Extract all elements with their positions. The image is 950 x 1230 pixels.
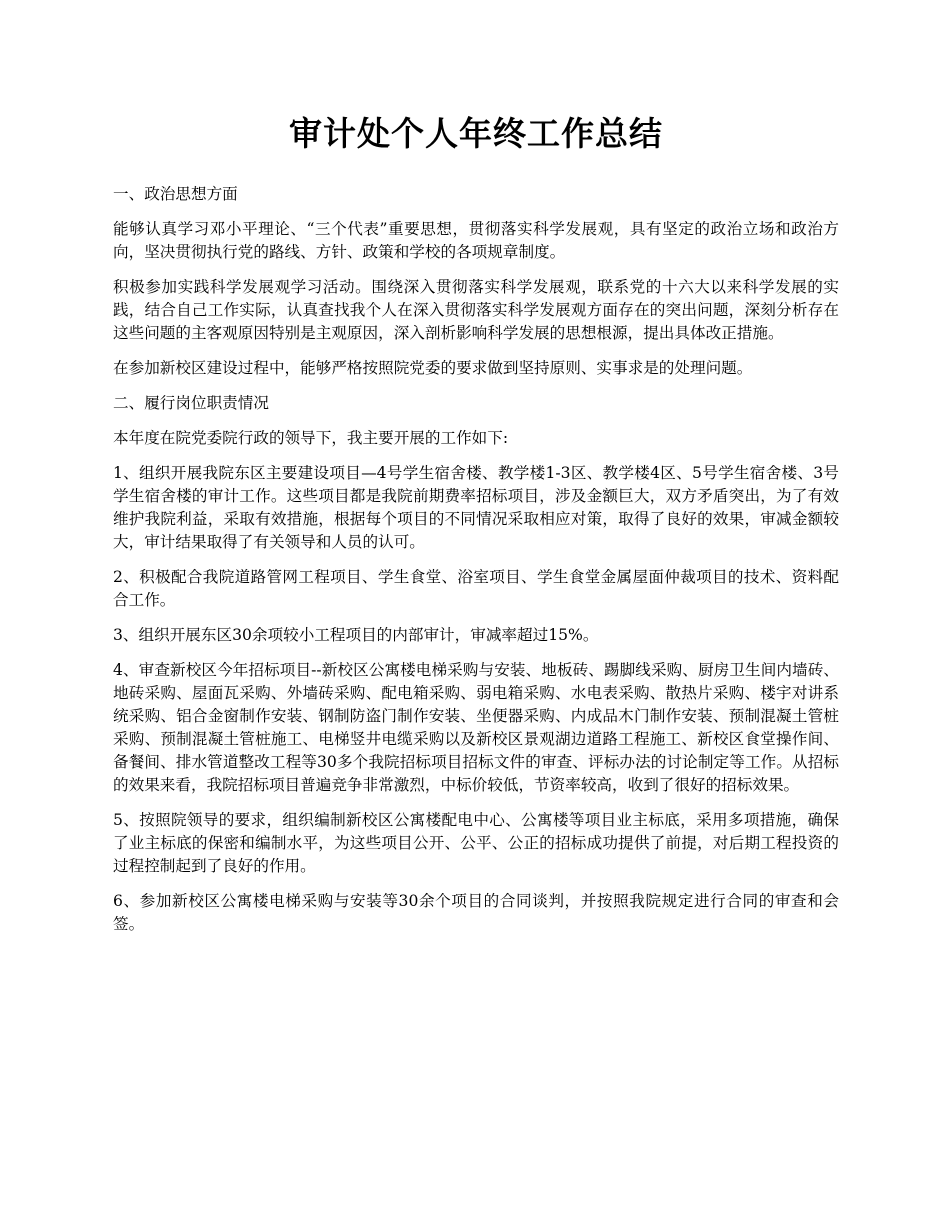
list-item: 6、参加新校区公寓楼电梯采购与安装等30余个项目的合同谈判，并按照我院规定进行合同的审查和会签。	[113, 892, 839, 933]
paragraph: 在参加新校区建设过程中，能够严格按照院党委的要求做到坚持原则、实事求是的处理问题。	[113, 359, 753, 377]
section-heading-duties: 二、履行岗位职责情况	[113, 394, 269, 412]
list-item: 4、审查新校区今年招标项目--新校区公寓楼电梯采购与安装、地板砖、踢脚线采购、厨房卫生间内墙砖、地砖采购、屋面瓦采购、外墙砖采购、配电箱采购、弱电箱采购、水电表采购、散热片采购、楼宇对讲系统采购、铝合金窗制作安装、钢制防盗门制作安装、坐便器采购、内成品木门制作安装、预制混凝土管桩采购、预制混凝土管桩施工、电梯竖井电缆采购以及新校区景观湖边道路工程施工、新校区食堂操作间、备餐间、排水管道整改工程等30多个我院招标项目招标文件的审查、评标办法的讨论制定等工作。从招标的效果来看，我院招标项目普遍竞争非常激烈，中标价较低，节资率较高，收到了很好的招标效果。	[113, 661, 839, 794]
paragraph: 本年度在院党委院行政的领导下，我主要开展的工作如下:	[113, 429, 509, 447]
list-item: 1、组织开展我院东区主要建设项目—4号学生宿舍楼、教学楼1-3区、教学楼4区、5号学生宿舍楼、3号学生宿舍楼的审计工作。这些项目都是我院前期费率招标项目，涉及金额巨大，双方矛盾突出，为了有效维护我院利益，采取有效措施，根据每个项目的不同情况采取相应对策，取得了良好的效果，审减金额较大，审计结果取得了有关领导和人员的认可。	[113, 464, 839, 551]
list-item: 2、积极配合我院道路管网工程项目、学生食堂、浴室项目、学生食堂金属屋面仲裁项目的技术、资料配合工作。	[113, 568, 839, 609]
paragraph: 积极参加实践科学发展观学习活动。围绕深入贯彻落实科学发展观，联系党的十六大以来科学发展的实践，结合自己工作实际，认真查找我个人在深入贯彻落实科学发展观方面存在的突出问题，深刻分析存在这些问题的主客观原因特别是主观原因，深入剖析影响科学发展的思想根源，提出具体改正措施。	[113, 278, 839, 342]
paragraph: 能够认真学习邓小平理论、“三个代表”重要思想，贯彻落实科学发展观，具有坚定的政治立场和政治方向，坚决贯彻执行党的路线、方针、政策和学校的各项规章制度。	[113, 220, 839, 261]
list-item: 3、组织开展东区30余项较小工程项目的内部审计，审减率超过15%。	[113, 626, 599, 644]
list-item: 5、按照院领导的要求，组织编制新校区公寓楼配电中心、公寓楼等项目业主标底，采用多项措施，确保了业主标底的保密和编制水平，为这些项目公开、公平、公正的招标成功提供了前提，对后期工程投资的过程控制起到了良好的作用。	[113, 811, 839, 875]
document-title: 审计处个人年终工作总结	[289, 114, 663, 153]
section-heading-political: 一、政治思想方面	[113, 185, 238, 203]
